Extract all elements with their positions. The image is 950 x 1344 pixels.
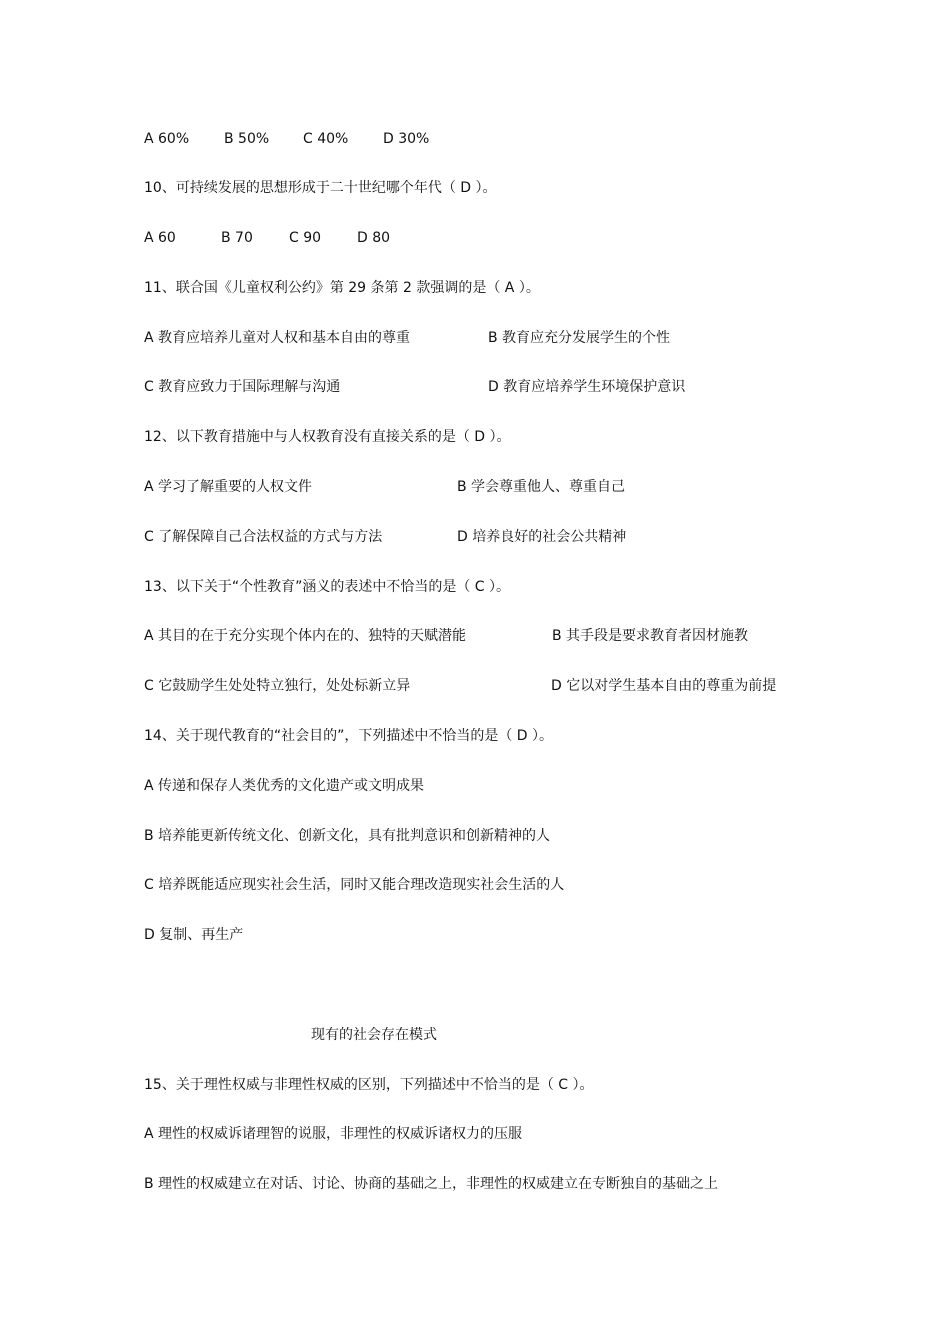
q13-option-d: D 它以对学生基本自由的尊重为前提 xyxy=(551,678,777,694)
q10-option-a: A 60 xyxy=(144,230,176,246)
q12-option-c: C 了解保障自己合法权益的方式与方法 xyxy=(144,529,383,545)
q10-option-d: D 80 xyxy=(357,230,391,246)
q10-stem: 10、可持续发展的思想形成于二十世纪哪个年代（ D ）。 xyxy=(144,180,497,196)
q15-stem: 15、关于理性权威与非理性权威的区别，下列描述中不恰当的是（ C ）。 xyxy=(144,1077,594,1093)
q14-stem: 14、关于现代教育的“社会目的”，下列描述中不恰当的是（ D ）。 xyxy=(144,728,553,744)
q11-stem: 11、联合国《儿童权利公约》第 29 条第 2 款强调的是（ A ）。 xyxy=(144,280,540,296)
q10-option-c: C 90 xyxy=(289,230,322,246)
q11-option-b: B 教育应充分发展学生的个性 xyxy=(488,330,671,346)
q11-option-c: C 教育应致力于国际理解与沟通 xyxy=(144,379,341,395)
q12-stem: 12、以下教育措施中与人权教育没有直接关系的是（ D ）。 xyxy=(144,429,511,445)
q14-option-b: B 培养能更新传统文化、创新文化，具有批判意识和创新精神的人 xyxy=(144,828,551,844)
q9-option-b: B 50% xyxy=(224,131,270,147)
q13-option-b: B 其手段是要求教育者因材施教 xyxy=(552,628,749,644)
q12-option-b: B 学会尊重他人、尊重自己 xyxy=(457,479,626,495)
section-heading: 现有的社会存在模式 xyxy=(311,1027,437,1043)
q9-option-c: C 40% xyxy=(303,131,349,147)
q11-option-a: A 教育应培养儿童对人权和基本自由的尊重 xyxy=(144,330,411,346)
q15-option-b: B 理性的权威建立在对话、讨论、协商的基础之上，非理性的权威建立在专断独自的基础之上 xyxy=(144,1176,719,1192)
q12-option-a: A 学习了解重要的人权文件 xyxy=(144,479,313,495)
q13-option-a: A 其目的在于充分实现个体内在的、独特的天赋潜能 xyxy=(144,628,467,644)
q15-option-a: A 理性的权威诉诸理智的说服，非理性的权威诉诸权力的压服 xyxy=(144,1126,523,1142)
q9-option-d: D 30% xyxy=(383,131,430,147)
q13-option-c: C 它鼓励学生处处特立独行，处处标新立异 xyxy=(144,678,411,694)
q9-option-a: A 60% xyxy=(144,131,190,147)
q14-option-a: A 传递和保存人类优秀的文化遗产或文明成果 xyxy=(144,778,425,794)
q11-option-d: D 教育应培养学生环境保护意识 xyxy=(488,379,686,395)
q14-option-c: C 培养既能适应现实社会生活，同时又能合理改造现实社会生活的人 xyxy=(144,877,565,893)
q14-option-d: D 复制、再生产 xyxy=(144,927,244,943)
q13-stem: 13、以下关于“个性教育”涵义的表述中不恰当的是（ C ）。 xyxy=(144,579,510,595)
q12-option-d: D 培养良好的社会公共精神 xyxy=(457,529,627,545)
q10-option-b: B 70 xyxy=(221,230,253,246)
